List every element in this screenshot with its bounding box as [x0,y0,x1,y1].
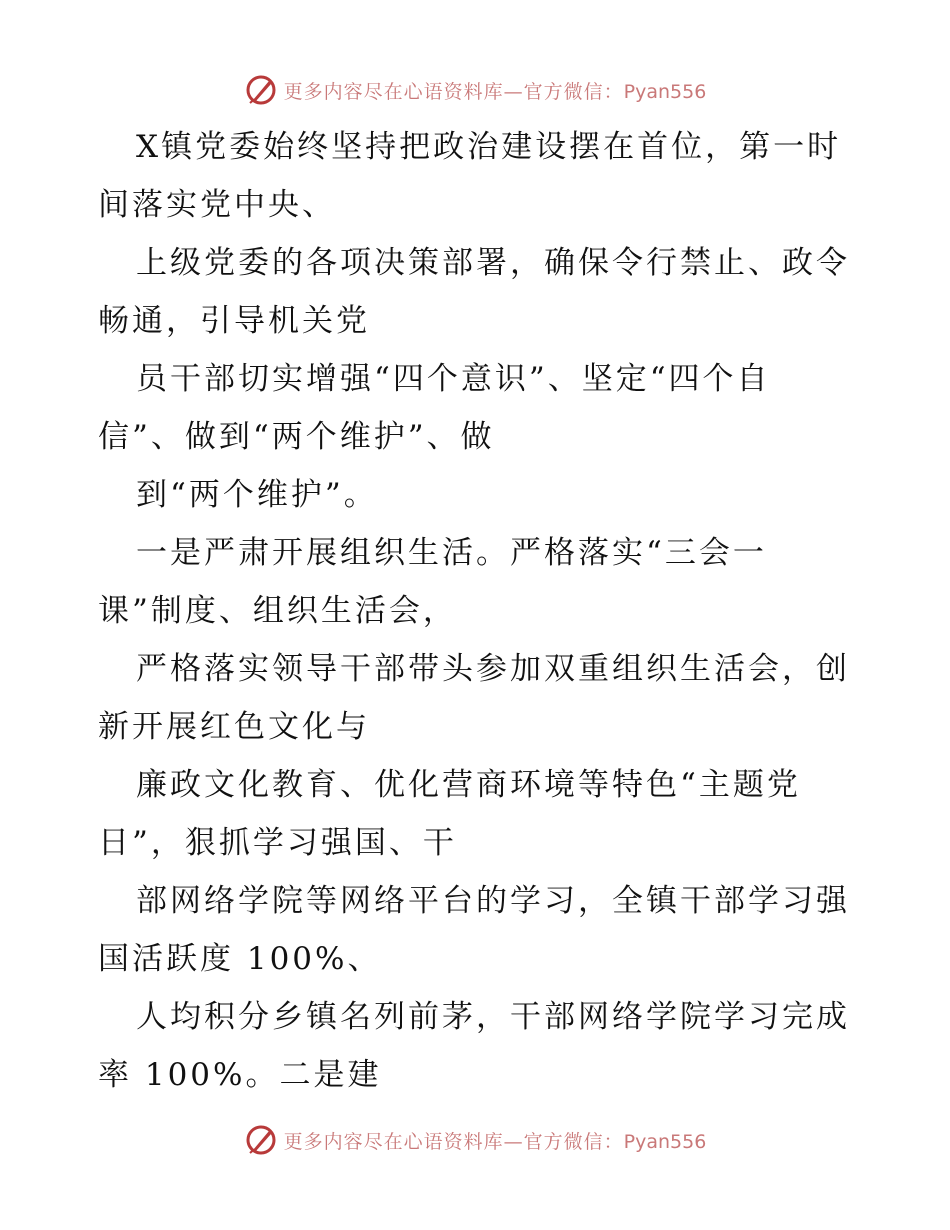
body-line: 国活跃度 100%、 [98,941,382,977]
quill-logo-icon [244,1123,278,1157]
body-line: 信”、做到“两个维护”、做 [98,419,495,455]
body-line: 一是严肃开展组织生活。严格落实“三会一 [136,535,767,571]
document-body [98,118,868,1104]
footer-watermark [0,1120,950,1160]
header-watermark [0,70,950,110]
body-line: 廉政文化教育、优化营商环境等特色“主题党 [136,767,801,803]
body-line: 新开展红色文化与 [98,709,370,745]
header-watermark-account: Pyan556 [623,80,707,103]
body-line: 员干部切实增强“四个意识”、坚定“四个自 [136,361,771,397]
body-line: 部网络学院等网络平台的学习，全镇干部学习强 [136,883,850,919]
body-line: 严格落实领导干部带头参加双重组织生活会，创 [136,651,850,687]
body-line: 到“两个维护”。 [136,477,378,513]
body-line: 课”制度、组织生活会， [98,593,457,629]
body-line: 率 100%。二是建 [98,1057,382,1093]
body-line: 日”，狠抓学习强国、干 [98,825,457,861]
footer-watermark-account: Pyan556 [623,1130,707,1153]
body-line: 间落实党中央、 [98,187,336,223]
body-line: X镇党委始终坚持把政治建设摆在首位，第一时 [136,129,842,165]
quill-logo-icon [244,73,278,107]
header-watermark-text: 更多内容尽在心语资料库—官方微信： [283,80,624,103]
body-line: 畅通，引导机关党 [98,303,370,339]
body-line: 人均积分乡镇名列前茅，干部网络学院学习完成 [136,999,850,1035]
body-line: 上级党委的各项决策部署，确保令行禁止、政令 [136,245,850,281]
footer-watermark-text: 更多内容尽在心语资料库—官方微信： [283,1130,624,1153]
